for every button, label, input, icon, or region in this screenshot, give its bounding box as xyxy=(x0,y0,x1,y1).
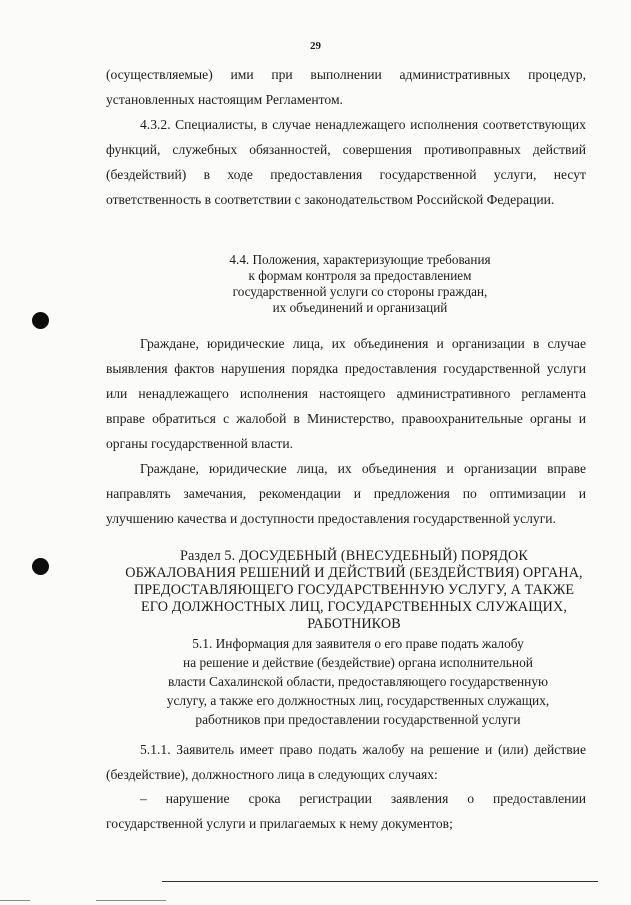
page-number: 29 xyxy=(310,40,321,52)
heading-5-1-line: услугу, а также его должностных лиц, государственных служащих, xyxy=(166,693,550,708)
paragraph-continuation: (осуществляемые) ими при выполнении административных процедур, установленных настоящим Регламентом. xyxy=(106,67,586,107)
heading-4-4-line: к формам контроля за предоставлением xyxy=(248,268,472,283)
section-5-line: Раздел 5. ДОСУДЕБНЫЙ (ВНЕСУДЕБНЫЙ) ПОРЯДОК xyxy=(180,548,528,564)
punch-hole-bottom xyxy=(32,558,49,575)
paragraph-violation-item: – нарушение срока регистрации заявления о предоставлении государственной услуги и прилагаемых к нему документов; xyxy=(106,791,586,831)
heading-4-4-line: их объединений и организаций xyxy=(272,300,448,315)
punch-hole-top xyxy=(32,312,49,329)
paragraph-4-3-2: 4.3.2. Специалисты, в случае ненадлежащего исполнения соответствующих функций, служебных обязанностей, совершения противоправных действий (бездействий) в ходе предоставления государственной услуги, несут ответственность в соответствии с законодательством Российской Федерации. xyxy=(106,117,586,207)
heading-4-4-line: 4.4. Положения, характеризующие требования xyxy=(229,252,491,267)
section-5-line: ПРЕДОСТАВЛЯЮЩЕГО ГОСУДАРСТВЕННУЮ УСЛУГУ, А ТАКЖЕ xyxy=(133,582,575,598)
heading-5-1-line: работников при предоставлении государственной услуги xyxy=(195,712,521,727)
section-5-line: РАБОТНИКОВ xyxy=(307,616,401,632)
heading-4-4 xyxy=(150,252,570,316)
heading-5-1-line: на решение и действие (бездействие) органа исполнительной xyxy=(183,655,533,670)
scan-mark xyxy=(0,900,30,901)
section-5-title xyxy=(114,548,594,633)
paragraph-citizens-suggestions: Граждане, юридические лица, их объединения и организации вправе направлять замечания, рекомендации и предложения по оптимизации и улучшению качества и доступности предоставления государственной услуги. xyxy=(106,461,586,526)
heading-5-1 xyxy=(118,634,598,729)
footer-rule xyxy=(162,881,598,882)
scan-mark xyxy=(96,900,166,901)
section-5-line: ОБЖАЛОВАНИЯ РЕШЕНИЙ И ДЕЙСТВИЙ (БЕЗДЕЙСТВИЯ) ОРГАНА, xyxy=(125,565,583,581)
heading-5-1-line: власти Сахалинской области, предоставляющего государственную xyxy=(167,674,549,689)
section-5-line: ЕГО ДОЛЖНОСТНЫХ ЛИЦ, ГОСУДАРСТВЕННЫХ СЛУЖАЩИХ, xyxy=(140,599,567,615)
paragraph-citizens-complaint: Граждане, юридические лица, их объединения и организации в случае выявления фактов нарушения порядка предоставления государственной услуги или ненадлежащего исполнения настоящего административного регламента вправе обратиться с жалобой в Министерство, правоохранительные органы и органы государственной власти. xyxy=(106,336,586,451)
heading-4-4-line: государственной услуги со стороны граждан, xyxy=(232,284,488,299)
heading-5-1-line: 5.1. Информация для заявителя о его праве подать жалобу xyxy=(192,636,524,651)
paragraph-5-1-1: 5.1.1. Заявитель имеет право подать жалобу на решение и (или) действие (бездействие), должностного лица в следующих случаях: xyxy=(106,742,586,782)
